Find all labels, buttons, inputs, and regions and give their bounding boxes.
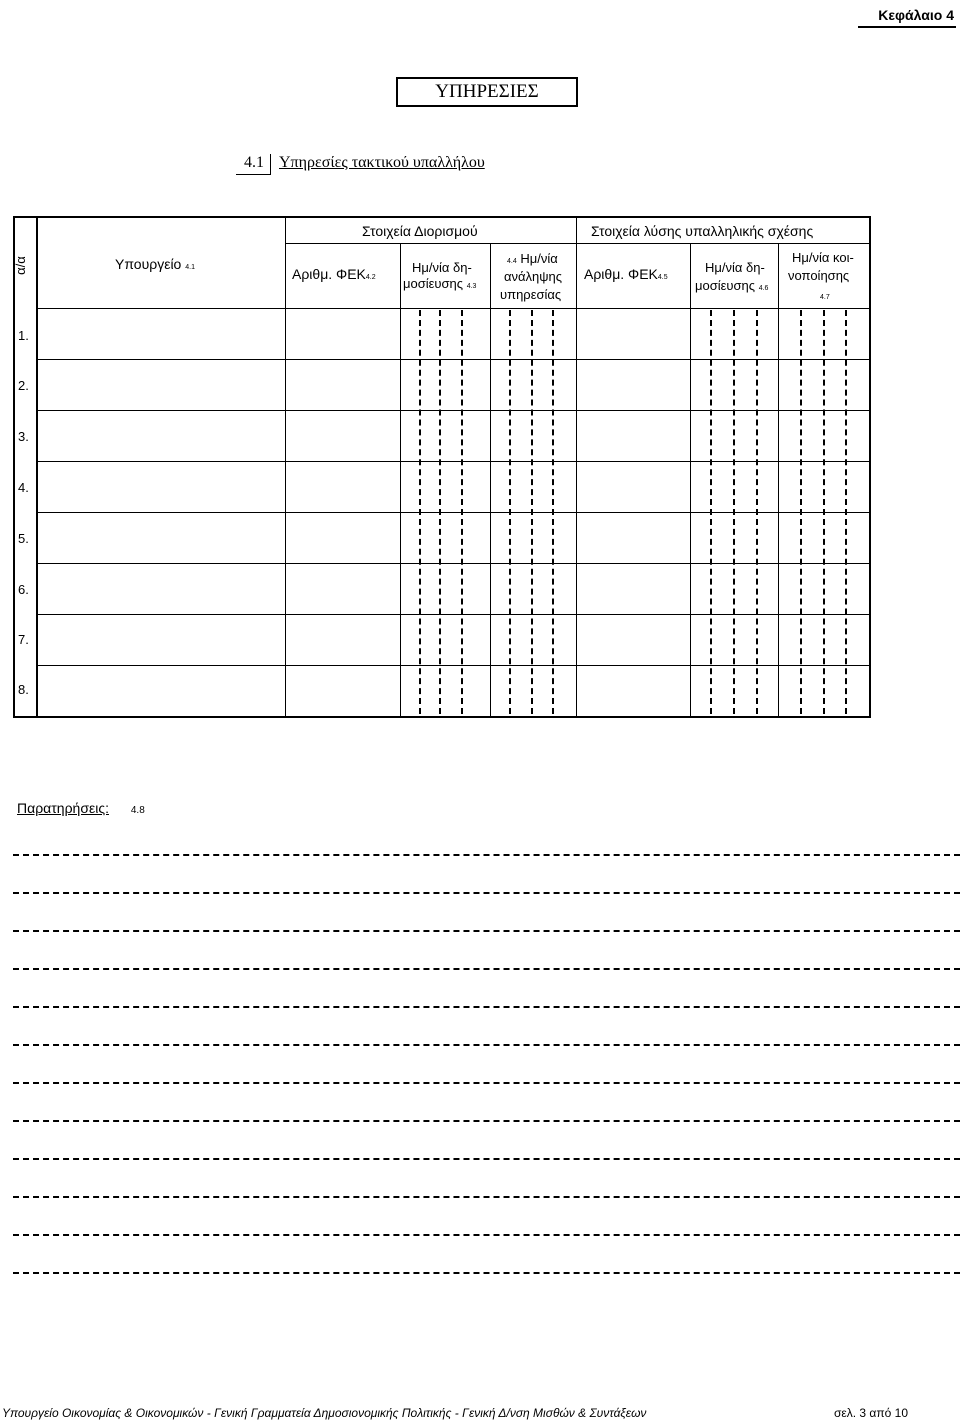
remarks-line[interactable] bbox=[13, 930, 960, 932]
row-number: 3. bbox=[18, 429, 29, 444]
remarks-line[interactable] bbox=[13, 1044, 960, 1046]
remarks-line[interactable] bbox=[13, 968, 960, 970]
col-takeover-date-header: 4.4 Ημ/νία bbox=[507, 251, 558, 266]
col-fek-header: Αριθμ. ΦΕΚ4.2 bbox=[292, 266, 376, 282]
remarks-line[interactable] bbox=[13, 1158, 960, 1160]
remarks-heading bbox=[17, 800, 145, 816]
row-number: 4. bbox=[18, 480, 29, 495]
row-number: 1. bbox=[18, 328, 29, 343]
row-number: 7. bbox=[18, 632, 29, 647]
remarks-line[interactable] bbox=[13, 892, 960, 894]
col-publication-date-header: Ημ/νία δη- bbox=[412, 260, 472, 275]
section-name: Υπηρεσίες τακτικού υπαλλήλου bbox=[279, 154, 485, 171]
section-heading bbox=[236, 154, 485, 175]
remarks-label: Παρατηρήσεις: bbox=[17, 800, 109, 816]
col-publication-date2-header-line2: μοσίευσης 4.6 bbox=[695, 278, 769, 293]
section-number: 4.1 bbox=[236, 154, 271, 175]
remarks-line[interactable] bbox=[13, 854, 960, 856]
row-number: 2. bbox=[18, 378, 29, 393]
page-number: σελ. 3 από 10 bbox=[834, 1406, 909, 1420]
remarks-line[interactable] bbox=[13, 1234, 960, 1236]
page-title: ΥΠΗΡΕΣΙΕΣ bbox=[396, 77, 578, 107]
row-number: 6. bbox=[18, 582, 29, 597]
termination-group-header: Στοιχεία λύσης υπαλληλικής σχέσης bbox=[591, 223, 814, 239]
col-fek2-header: Αριθμ. ΦΕΚ4.5 bbox=[584, 266, 668, 282]
services-table bbox=[13, 216, 871, 718]
col-takeover-date-header-line3: υπηρεσίας bbox=[500, 287, 562, 302]
col-aa-header: α/α bbox=[12, 256, 28, 275]
ref-4-4: 4.4 bbox=[507, 258, 517, 265]
remarks-line[interactable] bbox=[13, 1082, 960, 1084]
col-notification-date-header-line2: νοποίησης bbox=[788, 268, 850, 283]
col-takeover-date-header-line2: ανάληψης bbox=[504, 269, 563, 284]
ref-4-3: 4.3 bbox=[466, 283, 477, 290]
footer-text: Υπουργείο Οικονομίας & Οικονομικών - Γενική Γραμματεία Δημοσιονομικής Πολιτικής - Γενική Δ/νση Μισθών & Συντάξεων bbox=[2, 1406, 647, 1420]
ref-4-1: 4.1 bbox=[185, 264, 195, 271]
ref-4-6: 4.6 bbox=[758, 285, 769, 292]
ref-4-7: 4.7 bbox=[820, 294, 830, 301]
ref-4-5: 4.5 bbox=[657, 274, 668, 281]
row-number: 8. bbox=[18, 682, 29, 697]
col-ministry-header: Υπουργείο 4.1 bbox=[115, 256, 195, 272]
row-number: 5. bbox=[18, 531, 29, 546]
remarks-line[interactable] bbox=[13, 1006, 960, 1008]
chapter-label: Κεφάλαιο 4 bbox=[858, 7, 956, 28]
remarks-line[interactable] bbox=[13, 1272, 960, 1274]
ref-4-2: 4.2 bbox=[365, 274, 376, 281]
col-publication-date2-header: Ημ/νία δη- bbox=[705, 260, 765, 275]
remarks-line[interactable] bbox=[13, 1196, 960, 1198]
remarks-line[interactable] bbox=[13, 1120, 960, 1122]
col-publication-date-header-line2: μοσίευσης 4.3 bbox=[403, 276, 477, 291]
ref-4-8: 4.8 bbox=[130, 805, 145, 816]
appointment-group-header: Στοιχεία Διορισμού bbox=[362, 223, 478, 239]
col-notification-date-header: Ημ/νία κοι- bbox=[792, 250, 854, 265]
